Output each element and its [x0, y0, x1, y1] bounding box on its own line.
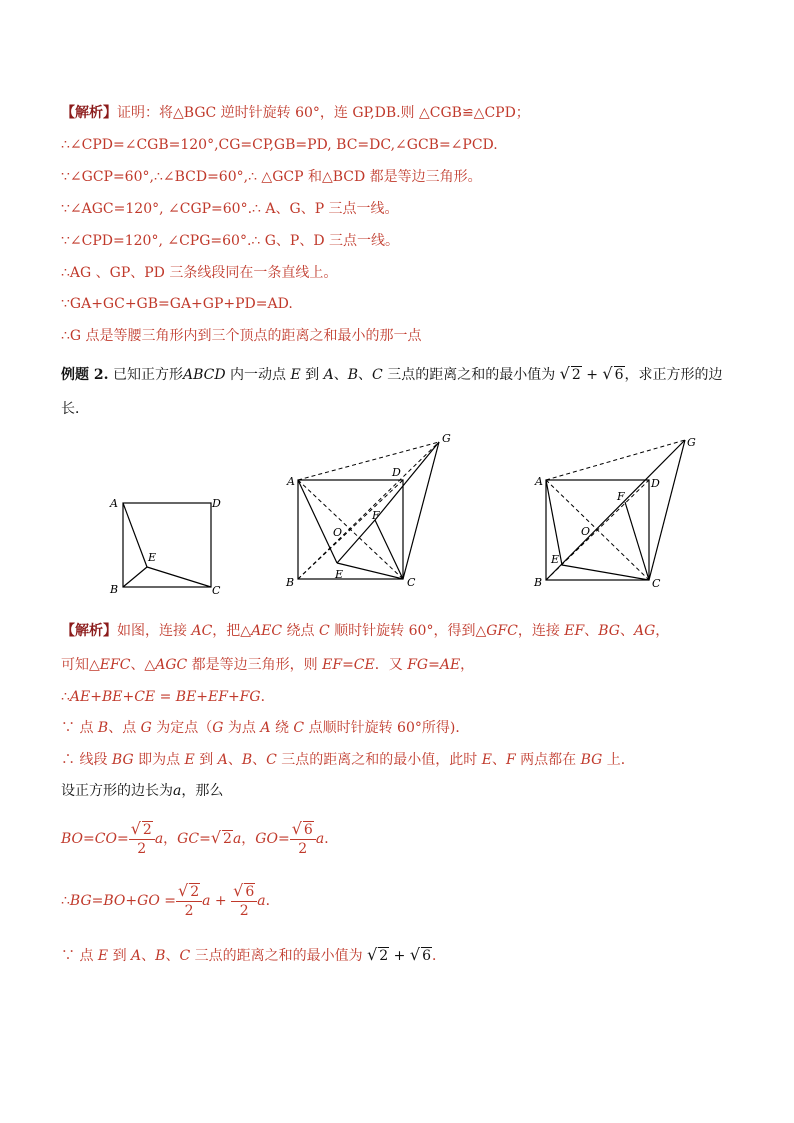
- text: ∵ 点: [61, 720, 98, 736]
- text: 到: [108, 948, 132, 964]
- var: AEC: [251, 623, 283, 639]
- sqrt-radicand: 2: [190, 884, 200, 900]
- segment-ae: [123, 503, 147, 567]
- analysis1-line8: ∴G 点是等腰三角形内到三个顶点的距离之和最小的那一点: [61, 328, 422, 344]
- text: 上．: [602, 752, 635, 768]
- analysis1-line6: ∴AG 、GP、PD 三条线段同在一条直线上。: [61, 265, 338, 281]
- text: 点顺时针旋转 60°所得)．: [304, 720, 470, 736]
- analysis2-line1: [61, 622, 669, 640]
- fraction: $\frac{√ 6}{2}$: [231, 882, 257, 920]
- sqrt-radicand: 6: [303, 822, 313, 838]
- var: GFC: [486, 623, 518, 639]
- analysis1-line7: ∵GA+GC+GB=GA+GP+PD=AD.: [61, 296, 293, 312]
- square-abcd: [123, 503, 211, 587]
- var: E: [290, 367, 301, 383]
- analysis2-line7: BO=CO= $\frac{√ 2}{2}$ a，GC=√ 2a，GO= $\frac{√ 6}{2}$ a．: [61, 819, 339, 857]
- var: EF: [564, 623, 585, 639]
- text: 都是等边三角形，则: [187, 657, 323, 673]
- var: B: [241, 752, 253, 768]
- label-e: E: [551, 553, 560, 566]
- plus: +: [389, 948, 410, 964]
- analysis2-line5: [61, 751, 635, 769]
- text: 、: [165, 948, 180, 964]
- analysis-tag: 【解析】: [61, 105, 117, 121]
- text: 内一动点: [225, 367, 291, 383]
- analysis2-line8: [61, 882, 280, 920]
- label-a: A: [110, 497, 118, 510]
- analysis2-line2: [61, 656, 474, 674]
- text: 、: [333, 367, 348, 383]
- segment-ag: [298, 442, 439, 480]
- text: 、点: [108, 720, 141, 736]
- var: AG: [633, 623, 656, 639]
- analysis-tag: 【解析】: [61, 623, 117, 639]
- text: 、: [252, 752, 267, 768]
- segment-fg: [375, 442, 439, 520]
- analysis1-line1: [61, 104, 530, 122]
- label-g: G: [442, 432, 451, 445]
- label-c: C: [407, 576, 416, 589]
- segment-ec: [337, 563, 403, 579]
- example2-line2: 长．: [61, 401, 89, 417]
- figure-2: [282, 428, 462, 593]
- analysis1-line3: ∵∠GCP=60°,∴∠BCD=60°,∴ △GCP 和△BCD 都是等边三角形。: [61, 169, 482, 185]
- text: 绕点: [282, 623, 320, 639]
- segment-bg: [298, 442, 439, 579]
- sqrt-radicand: 2: [223, 831, 232, 847]
- segment-ef: [337, 520, 375, 563]
- text: 、: [227, 752, 242, 768]
- sqrt-radicand: 2: [142, 822, 152, 838]
- text: 到: [194, 752, 218, 768]
- analysis2-line3: [61, 688, 275, 706]
- text: ∴: [61, 893, 70, 909]
- label-f: F: [617, 490, 625, 503]
- text: ，求正方形的边: [624, 367, 723, 383]
- plus: +: [581, 367, 603, 383]
- var: a: [154, 831, 164, 847]
- var: A: [131, 948, 142, 964]
- text: ．: [431, 948, 446, 964]
- text: ，把△: [212, 623, 252, 639]
- text: ，连接: [517, 623, 565, 639]
- text: 三点的距离之和的最小值，此时: [276, 752, 482, 768]
- var: G: [212, 720, 224, 736]
- fraction: $\frac{√ 2}{2}$: [176, 882, 202, 920]
- label-a: A: [287, 475, 295, 488]
- radical-sign: √: [602, 364, 613, 383]
- text: ∴ 线段: [61, 752, 112, 768]
- label-b: B: [110, 583, 119, 596]
- segment-ce: [147, 567, 211, 587]
- label-d: D: [212, 497, 221, 510]
- var: C: [293, 720, 305, 736]
- text: 、: [584, 623, 599, 639]
- text: 三点的距离之和的最小值为: [190, 948, 368, 964]
- analysis2-line9: ∵ 点 E 到 A、B、C 三点的距离之和的最小值为 √ 2 + √ 6．: [61, 945, 446, 964]
- text: ∴: [61, 689, 70, 705]
- label-a: A: [535, 475, 543, 488]
- sqrt-radicand: 6: [245, 884, 255, 900]
- fraction: $\frac{√ 6}{2}$: [290, 820, 316, 858]
- var: a: [315, 831, 325, 847]
- segment-cg: [403, 442, 439, 579]
- figure-3: [530, 430, 710, 590]
- segment-ag: [546, 440, 685, 480]
- segment-cg: [649, 440, 685, 580]
- label-d: D: [392, 466, 401, 479]
- var: BO=CO=: [61, 831, 129, 847]
- text: 即为点: [133, 752, 185, 768]
- var: ABCD: [182, 367, 226, 383]
- label-o: O: [333, 526, 343, 539]
- var: C: [372, 367, 383, 383]
- text: ，: [241, 831, 256, 847]
- text: 、: [491, 752, 506, 768]
- sqrt-radicand: 6: [422, 948, 431, 964]
- text: ．: [324, 831, 339, 847]
- denominator: 2: [137, 841, 147, 857]
- text: ，那么: [181, 783, 224, 799]
- text: 、: [619, 623, 634, 639]
- text: 到: [300, 367, 324, 383]
- var: E: [481, 752, 492, 768]
- var: FG=AE: [407, 657, 461, 673]
- text: ∵ 点: [61, 948, 98, 964]
- text: ，: [460, 657, 475, 673]
- text: 绕: [270, 720, 294, 736]
- var: C: [319, 623, 330, 639]
- var: F: [505, 752, 516, 768]
- denominator: 2: [239, 903, 249, 919]
- var: AGC: [155, 657, 188, 673]
- var: E: [184, 752, 195, 768]
- var: A: [217, 752, 228, 768]
- text: 为点: [223, 720, 261, 736]
- sqrt-radicand: 2: [379, 948, 389, 964]
- text: ．: [260, 689, 275, 705]
- text: 、△: [130, 657, 156, 673]
- analysis2-line6: [61, 782, 223, 800]
- sqrt-radicand: 6: [614, 367, 624, 383]
- fraction: $\frac{√ 2}{2}$: [129, 820, 155, 858]
- example2-line1: [61, 365, 723, 384]
- var: C: [266, 752, 277, 768]
- denominator: 2: [184, 903, 194, 919]
- label-b: B: [534, 576, 543, 589]
- var: BG=BO+GO =: [69, 893, 176, 909]
- example-title: 例题 2.: [61, 367, 109, 383]
- var: EF=CE: [322, 657, 375, 673]
- var: G: [140, 720, 152, 736]
- segment-fc: [375, 520, 403, 579]
- segment-ec: [562, 565, 649, 580]
- var: GO=: [255, 831, 290, 847]
- var: E: [97, 948, 109, 964]
- var: B: [347, 367, 359, 383]
- label-e: E: [148, 551, 157, 564]
- segment-ae: [298, 480, 337, 563]
- denominator: 2: [298, 841, 308, 857]
- plus: +: [210, 893, 232, 909]
- var: a: [173, 783, 182, 799]
- text: 如图，连接: [117, 623, 192, 639]
- text: 三点的距离之和的最小值为: [382, 367, 560, 383]
- label-c: C: [212, 584, 221, 597]
- var: BG: [111, 752, 134, 768]
- var: a: [202, 893, 211, 909]
- label-o: O: [581, 525, 591, 538]
- text: 两点都在: [515, 752, 581, 768]
- text: 、: [141, 948, 156, 964]
- var: B: [97, 720, 109, 736]
- text: ．又: [374, 657, 408, 673]
- text: 已知正方形: [108, 367, 183, 383]
- segment-bg: [546, 440, 685, 580]
- analysis2-line4: [61, 719, 469, 737]
- text: 证明：将△BGC 逆时针旋转 60°，连 GP,DB.则 △CGB≌△CPD；: [117, 105, 530, 121]
- label-e: E: [335, 568, 344, 581]
- text: ．: [265, 893, 280, 909]
- analysis1-line5: ∵∠CPD=120°, ∠CPG=60°.∴ G、P、D 三点一线。: [61, 233, 400, 249]
- text: 可知△: [61, 657, 100, 673]
- label-f: F: [372, 509, 380, 522]
- var: C: [179, 948, 191, 964]
- var: AE+BE+CE = BE+EF+FG: [69, 689, 261, 705]
- var: A: [260, 720, 271, 736]
- text: ，: [655, 623, 670, 639]
- analysis1-line2: ∴∠CPD=∠CGB=120°,CG=CP,GB=PD, BC=DC,∠GCB=∠PCD.: [61, 137, 498, 153]
- text: 、: [358, 367, 373, 383]
- var: BG: [580, 752, 603, 768]
- var: EFC: [99, 657, 131, 673]
- segment-be: [123, 567, 147, 587]
- figure-1: [100, 490, 230, 600]
- sqrt-radicand: 2: [571, 367, 581, 383]
- text: ，: [163, 831, 178, 847]
- label-c: C: [652, 577, 661, 590]
- analysis1-line4: ∵∠AGC=120°, ∠CGP=60°.∴ A、G、P 三点一线。: [61, 201, 399, 217]
- var: B: [155, 948, 166, 964]
- radical-sign: √: [559, 364, 570, 383]
- var: a: [232, 831, 242, 847]
- var: A: [323, 367, 334, 383]
- text: 顺时针旋转 60°，得到△: [329, 623, 487, 639]
- text: 设正方形的边长为: [61, 783, 173, 799]
- var: GC=: [177, 831, 211, 847]
- label-b: B: [286, 576, 295, 589]
- var: a: [257, 893, 266, 909]
- var: BG: [598, 623, 620, 639]
- label-d: D: [651, 477, 660, 490]
- var: AC: [191, 623, 213, 639]
- text: 为定点（: [151, 720, 213, 736]
- label-g: G: [687, 436, 696, 449]
